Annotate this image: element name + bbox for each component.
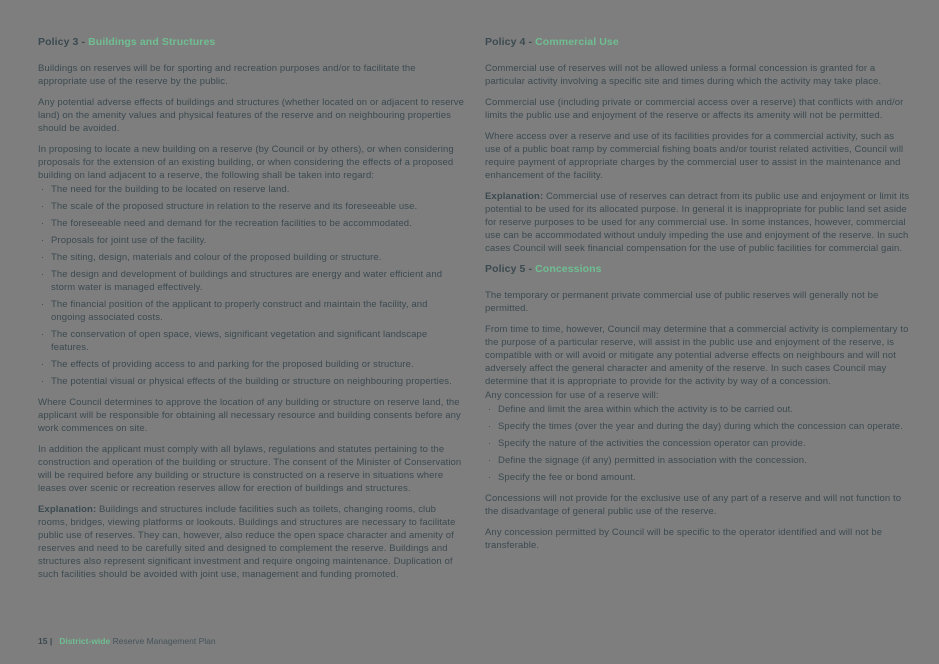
policy-heading — [485, 36, 911, 49]
paragraph: Where Council determines to approve the location of any building or structure on reserve land, the applicant will be responsible for obtaining all necessary resource and building consents before any work commences on site. — [38, 397, 461, 434]
bullet-item: · Define the signage (if any) permitted in association with the concession. — [485, 454, 911, 467]
bullet-item: · The foreseeable need and demand for the recreation facilities to be accommodated. — [38, 217, 464, 230]
policy-heading — [38, 36, 464, 49]
bullet-list — [38, 183, 464, 388]
right-column — [485, 36, 911, 560]
left-column — [38, 36, 464, 589]
paragraph: In proposing to locate a new building on a reserve (by Council or by others), or when considering proposals for the extension of an existing building, or when considering the effects of a proposed building on land adjacent to a reserve, the following shall be taken into regard: — [38, 144, 454, 181]
explanation-paragraph — [485, 190, 911, 255]
policy-heading-prefix: Policy 4 - — [485, 36, 536, 48]
explanation-text: Commercial use of reserves can detract from its public use and enjoyment or limit its potential to be used for its allocated purpose. In general it is inappropriate for public land set aside for reserve purposes to be used for any commercial use. In some instances, however, commercial use can be accommodated without unduly impeding the use and enjoyment of the reserve. In such cases Council will seek financial compensation for the use of public facilities for commercial gain. — [485, 191, 910, 254]
paragraph: Concessions will not provide for the exclusive use of any part of a reserve and will not function to the disadvantage of general public use of the reserve. — [485, 493, 902, 517]
paragraph: Where access over a reserve and use of its facilities provides for a commercial activity, such as use of a public boat ramp by commercial fishing boats and/or tourist related activities, Council will require payment of appropriate charges by the commercial user to assist in the maintenance and enhancement of the facility. — [485, 131, 904, 181]
paragraph: Any concession permitted by Council will be specific to the operator identified and will not be transferable. — [485, 527, 883, 551]
paragraph: In addition the applicant must comply with all bylaws, regulations and statutes pertaining to the construction and operation of the building or structure. The consent of the Minister of Conservation will be required before any building or structure is constructed on a reserve in situations where leases over scenic or recreation reserves allow for erection of buildings and structures. — [38, 444, 462, 494]
bullet-item: · Define and limit the area within which the activity is to be carried out. — [485, 403, 911, 416]
bullet-item: · Proposals for joint use of the facility. — [38, 234, 464, 247]
bullet-item: · The scale of the proposed structure in relation to the reserve and its foreseeable use. — [38, 200, 464, 213]
policy-heading-title: Concessions — [535, 263, 602, 275]
bullet-item: · Specify the nature of the activities the concession operator can provide. — [485, 437, 911, 450]
bullet-item: · The potential visual or physical effects of the building or structure on neighbouring properties. — [38, 375, 464, 388]
bullet-item: · The effects of providing access to and parking for the proposed building or structure. — [38, 358, 464, 371]
bullet-item: · Specify the times (over the year and during the day) during which the concession can operate. — [485, 420, 911, 433]
bullet-item: · The siting, design, materials and colour of the proposed building or structure. — [38, 251, 464, 264]
policy-heading — [485, 263, 911, 276]
page-footer — [38, 635, 216, 647]
paragraph: Buildings on reserves will be for sporting and recreation purposes and/or to facilitate the appropriate use of the reserve by the public. — [38, 63, 416, 87]
explanation-paragraph — [38, 503, 464, 581]
paragraph: From time to time, however, Council may determine that a commercial activity is complementary to the purpose of a particular reserve, will assist in the public use and enjoyment of the reserve, is compatible with or will avoid or mitigate any potential adverse effects on neighbours and will not adversely affect the general character and amenity of the reserve. In such cases Council may determine that it is appropriate to provide for the activity by way of a concession. — [485, 324, 909, 387]
bullet-item: · The design and development of buildings and structures are energy and water efficient and storm water is managed effectively. — [38, 268, 464, 294]
bullet-item: · Specify the fee or bond amount. — [485, 471, 911, 484]
bullet-item: · The need for the building to be located on reserve land. — [38, 183, 464, 196]
explanation-text: Buildings and structures include facilities such as toilets, changing rooms, club rooms, bridges, viewing platforms or lookouts. Buildings and structures are necessary to facilitate public use of reserves. They can, however, also reduce the open space character and amenity of reserves and need to be carefully sited and designed to complement the reserve. Buildings and structures also represent significant investment and require ongoing maintenance. Duplication of such facilities should be avoided with joint use, management and funding promoted. — [38, 504, 456, 580]
paragraph: Any concession for use of a reserve will: — [485, 390, 659, 401]
paragraph: Commercial use of reserves will not be allowed unless a formal concession is granted for a particular activity involving a specific site and times during which the activity may take place. — [485, 63, 882, 87]
footer-plan-name: Reserve Management Plan — [110, 636, 216, 646]
policy-heading-title: Commercial Use — [535, 36, 619, 48]
bullet-item: · The conservation of open space, views, significant vegetation and significant landscape features. — [38, 328, 464, 354]
page-number: 15 | — [38, 636, 53, 646]
paragraph: The temporary or permanent private commercial use of public reserves will generally not be permitted. — [485, 290, 879, 314]
explanation-label: Explanation: — [485, 191, 544, 202]
policy-heading-prefix: Policy 3 - — [38, 36, 89, 48]
policy-heading-title: Buildings and Structures — [88, 36, 216, 48]
policy-heading-prefix: Policy 5 - — [485, 263, 536, 275]
bullet-item: · The financial position of the applicant to properly construct and maintain the facility, and ongoing associated costs. — [38, 298, 464, 324]
footer-plan-name-highlight: District-wide — [59, 636, 111, 646]
paragraph: Any potential adverse effects of buildings and structures (whether located on or adjacent to reserve land) on the amenity values and physical features of the reserve and on neighbouring properties should be avoided. — [38, 97, 464, 134]
paragraph: Commercial use (including private or commercial access over a reserve) that conflicts with and/or limits the public use and enjoyment of the reserve or affects its amenity will not be permitted. — [485, 97, 904, 121]
explanation-label: Explanation: — [38, 504, 97, 515]
bullet-list — [485, 403, 911, 484]
